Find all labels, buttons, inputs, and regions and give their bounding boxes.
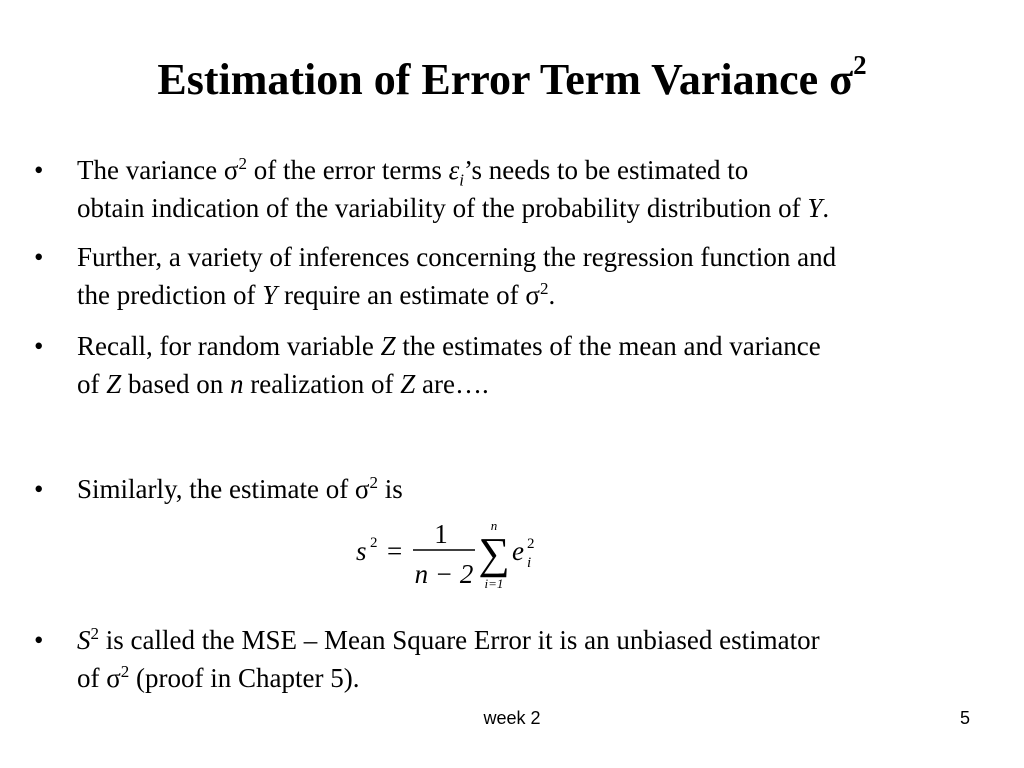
- bullet-5-line-1: [77, 621, 977, 659]
- bullet-3-line-2: [77, 365, 977, 403]
- bullet-5: [34, 621, 977, 697]
- title-text: Estimation of Error Term Variance σ: [157, 55, 854, 104]
- text: of: [77, 369, 107, 399]
- exponent: 2: [539, 279, 549, 298]
- formula-term: e: [512, 536, 524, 566]
- epsilon-symbol: ε: [448, 155, 460, 185]
- formula-term-subscript: i: [527, 555, 532, 571]
- exponent: 2: [369, 473, 378, 492]
- text: of the error terms: [246, 155, 449, 185]
- sum-lower-limit: i=1: [484, 576, 504, 591]
- variable-n: n: [230, 369, 244, 399]
- formula-equals: =: [387, 536, 403, 566]
- bullet-1-line-1: [77, 151, 977, 189]
- formula-numerator: 1: [434, 519, 448, 549]
- exponent: 2: [238, 154, 247, 173]
- bullet-1: [34, 151, 977, 227]
- bullet-marker: •: [34, 474, 44, 504]
- text: require an estimate of σ: [277, 280, 540, 310]
- title-exponent: 2: [853, 50, 867, 81]
- text: ’s needs to be estimated to: [464, 155, 749, 185]
- bullet-5-line-2: [77, 659, 977, 697]
- sum-upper-limit: n: [490, 518, 498, 533]
- exponent: 2: [90, 624, 99, 643]
- variable-s: S: [77, 625, 91, 655]
- bullet-1-line-2: [77, 189, 977, 227]
- text: of σ: [77, 663, 121, 693]
- bullet-3-line-1: [77, 327, 977, 365]
- variable-y: Y: [262, 280, 278, 310]
- text: realization of: [243, 369, 401, 399]
- subscript-i: i: [459, 170, 465, 190]
- bullet-2: [34, 238, 977, 314]
- variable-z: Z: [380, 331, 396, 361]
- variable-z: Z: [106, 369, 122, 399]
- text: (proof in Chapter 5).: [129, 663, 360, 693]
- text: Similarly, the estimate of σ: [77, 474, 370, 504]
- bullet-2-line-1: [77, 238, 977, 276]
- bullet-marker: •: [34, 242, 44, 272]
- text: is: [378, 474, 403, 504]
- text: the estimates of the mean and variance: [395, 331, 821, 361]
- footer-label: week 2: [483, 708, 541, 728]
- page-number: 5: [959, 708, 970, 728]
- variable-y: Y: [807, 193, 823, 223]
- text: is called the MSE – Mean Square Error it is an unbiased estimator: [99, 625, 820, 655]
- text: Further, a variety of inferences concerning the regression function and: [77, 242, 837, 272]
- text: The variance σ: [77, 155, 239, 185]
- bullet-marker: •: [34, 155, 44, 185]
- text: based on: [121, 369, 231, 399]
- text: are….: [415, 369, 489, 399]
- slide-title: [0, 52, 1024, 108]
- bullet-marker: •: [34, 625, 44, 655]
- formula-term-exponent: 2: [527, 536, 535, 552]
- formula-lhs-exponent: 2: [370, 535, 378, 551]
- bullet-3: [34, 327, 977, 403]
- text: .: [822, 193, 830, 223]
- text: Recall, for random variable: [77, 331, 381, 361]
- summation-icon: ∑: [478, 529, 510, 578]
- bullet-marker: •: [34, 331, 44, 361]
- text: the prediction of: [77, 280, 263, 310]
- bullet-2-line-2: [77, 276, 977, 314]
- formula-denominator: n − 2: [414, 559, 474, 589]
- variable-z: Z: [400, 369, 416, 399]
- formula-lhs: s: [356, 536, 367, 566]
- text: obtain indication of the variability of the probability distribution of: [77, 193, 808, 223]
- exponent: 2: [120, 662, 130, 681]
- bullet-4: [34, 470, 977, 508]
- text: .: [548, 280, 556, 310]
- bullet-4-line-1: [77, 470, 977, 508]
